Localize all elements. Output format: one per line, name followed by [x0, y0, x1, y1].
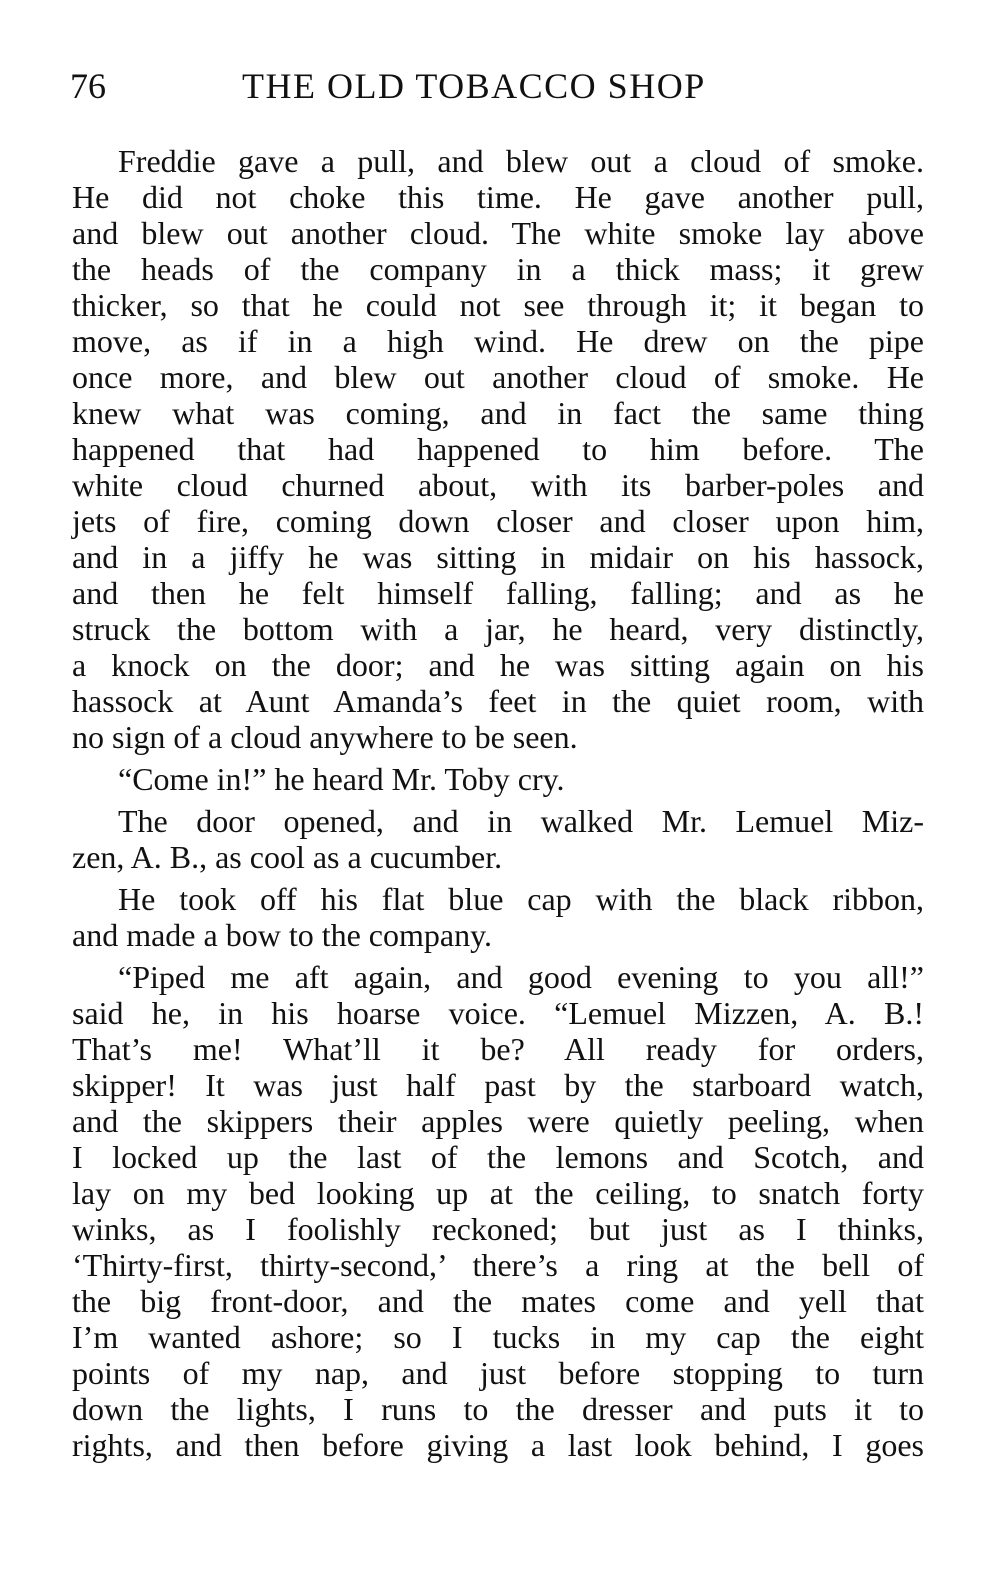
text-line: knew what was coming, and in fact the same thing: [72, 395, 924, 431]
text-line: lay on my bed looking up at the ceiling, to snatch forty: [72, 1175, 924, 1211]
text-line: points of my nap, and just before stopping to turn: [72, 1355, 924, 1391]
page-header: [70, 62, 930, 110]
text-line: and the skippers their apples were quietly peeling, when: [72, 1103, 924, 1139]
text-line: rights, and then before giving a last look behind, I goes: [72, 1427, 924, 1463]
text-line: The door opened, and in walked Mr. Lemuel Miz-: [118, 803, 924, 839]
page-number: 76: [70, 66, 106, 106]
running-head: THE OLD TOBACCO SHOP: [242, 66, 706, 106]
text-line: the heads of the company in a thick mass; it grew: [72, 251, 924, 287]
text-line: That’s me! What’ll it be? All ready for orders,: [72, 1031, 924, 1067]
text-line: once more, and blew out another cloud of smoke. He: [72, 359, 924, 395]
text-line: He took off his flat blue cap with the black ribbon,: [118, 881, 924, 917]
text-line: a knock on the door; and he was sitting again on his: [72, 647, 924, 683]
text-line: struck the bottom with a jar, he heard, very distinctly,: [72, 611, 924, 647]
text-line: winks, as I foolishly reckoned; but just as I thinks,: [72, 1211, 924, 1247]
paragraph: [72, 761, 924, 797]
text-line: thicker, so that he could not see through it; it began to: [72, 287, 924, 323]
text-line: skipper! It was just half past by the starboard watch,: [72, 1067, 924, 1103]
text-line: I locked up the last of the lemons and Scotch, and: [72, 1139, 924, 1175]
text-line: white cloud churned about, with its barber-poles and: [72, 467, 924, 503]
text-line: and then he felt himself falling, falling; and as he: [72, 575, 924, 611]
text-line: Freddie gave a pull, and blew out a cloud of smoke.: [118, 143, 924, 179]
text-line: said he, in his hoarse voice. “Lemuel Mizzen, A. B.!: [72, 995, 924, 1031]
text-line: and made a bow to the company.: [72, 917, 493, 953]
text-line: and in a jiffy he was sitting in midair on his hassock,: [72, 539, 924, 575]
text-line: zen, A. B., as cool as a cucumber.: [72, 839, 503, 875]
text-line: “Come in!” he heard Mr. Toby cry.: [118, 761, 565, 797]
text-line: move, as if in a high wind. He drew on the pipe: [72, 323, 924, 359]
text-line: the big front-door, and the mates come and yell that: [72, 1283, 924, 1319]
paragraph: [72, 959, 924, 1463]
text-line: He did not choke this time. He gave another pull,: [72, 179, 924, 215]
body-text: [72, 143, 924, 1463]
text-line: hassock at Aunt Amanda’s feet in the quiet room, with: [72, 683, 924, 719]
text-line: jets of fire, coming down closer and closer upon him,: [72, 503, 924, 539]
text-line: “Piped me aft again, and good evening to you all!”: [118, 959, 924, 995]
text-line: I’m wanted ashore; so I tucks in my cap the eight: [72, 1319, 924, 1355]
text-line: and blew out another cloud. The white smoke lay above: [72, 215, 924, 251]
paragraph: [72, 881, 924, 953]
text-line: no sign of a cloud anywhere to be seen.: [72, 719, 578, 755]
text-line: down the lights, I runs to the dresser and puts it to: [72, 1391, 924, 1427]
text-line: ‘Thirty-first, thirty-second,’ there’s a ring at the bell of: [72, 1247, 924, 1283]
paragraph: [72, 803, 924, 875]
paragraph: [72, 143, 924, 755]
text-line: happened that had happened to him before. The: [72, 431, 924, 467]
